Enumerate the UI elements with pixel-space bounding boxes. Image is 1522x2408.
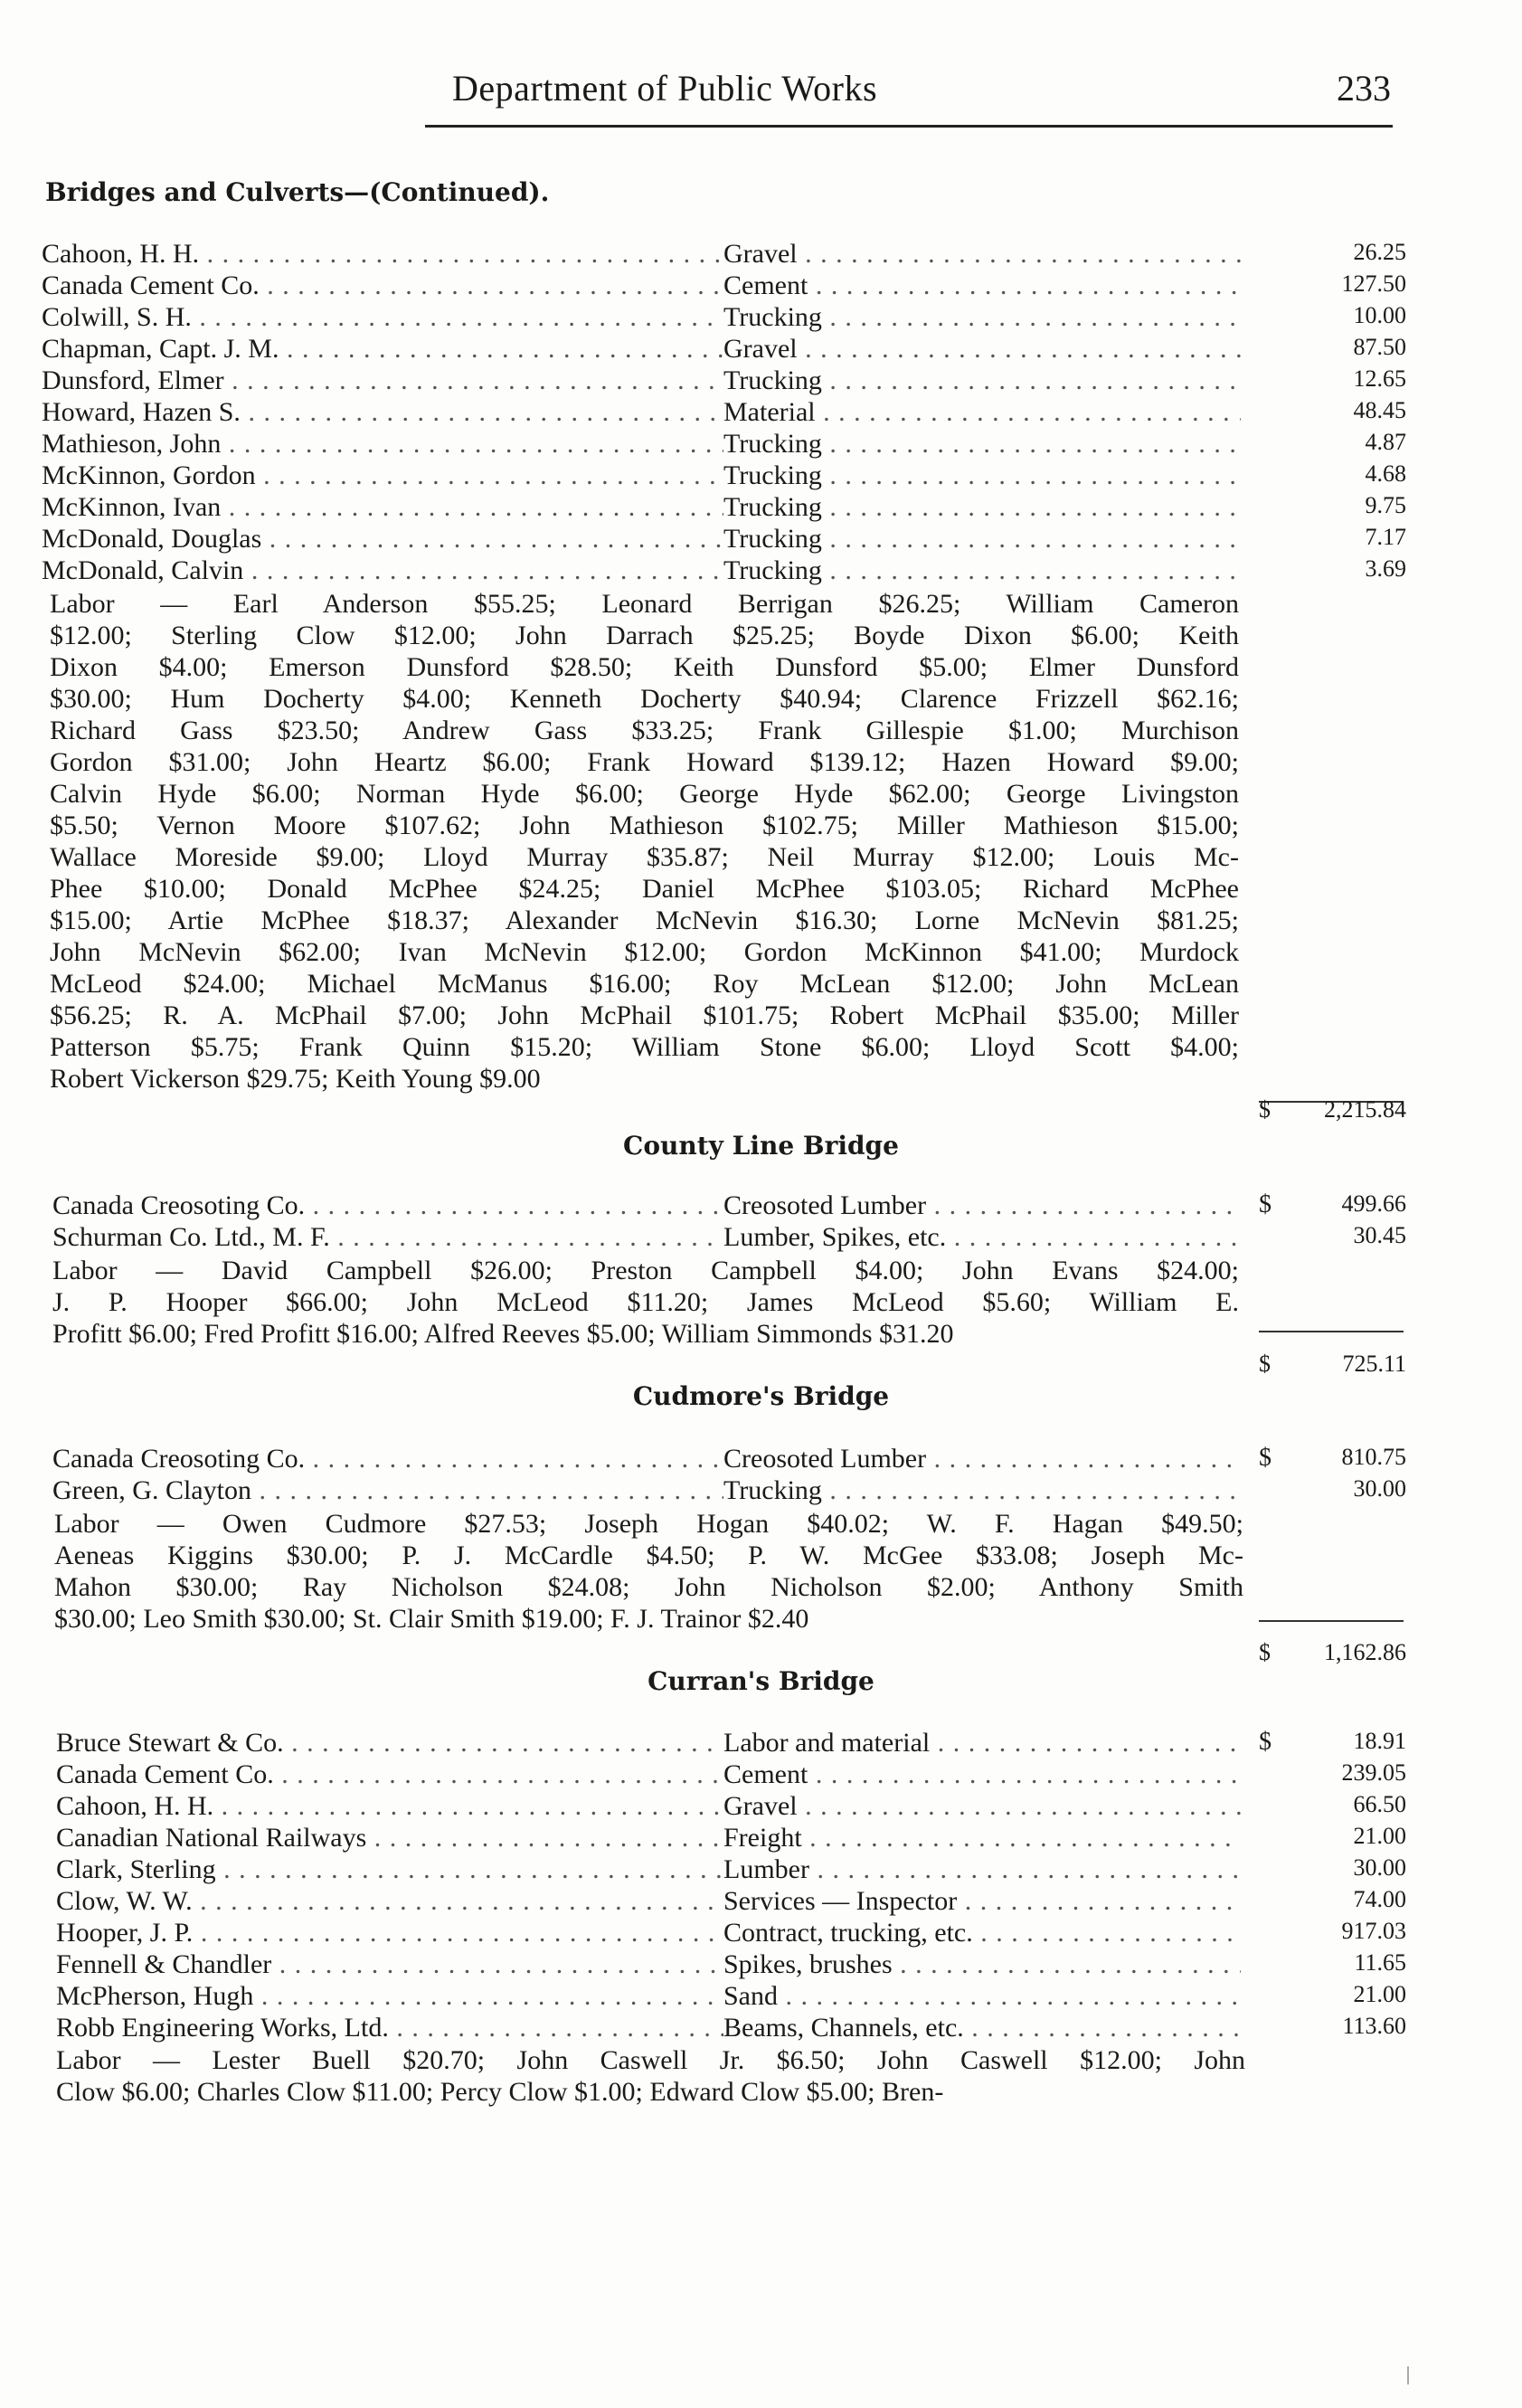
payee-name: Canada Cement Co. . . . bbox=[56, 1759, 723, 1790]
ledger-row bbox=[42, 270, 1406, 302]
total-dollar-sign: $ bbox=[1259, 1351, 1271, 1377]
ledger-row bbox=[56, 1886, 1406, 1918]
payee-name: Clow, W. W. . . . bbox=[56, 1886, 723, 1917]
item-description: Trucking . . . bbox=[723, 555, 1241, 586]
payee-name: Robb Engineering Works, Ltd. . . . bbox=[56, 2013, 723, 2043]
total-amount: 1,162.86 bbox=[1324, 1639, 1406, 1665]
labor-line: $56.25; R. A. McPhail $7.00; John McPhail $101.75; Robert McPhail $35.00; Miller bbox=[50, 1000, 1239, 1030]
payee-name: McKinnon, Ivan . . . bbox=[42, 492, 723, 523]
amount: 113.60 bbox=[1342, 2013, 1406, 2039]
payee-name: Canada Cement Co. . . . bbox=[42, 270, 723, 301]
amount: 917.03 bbox=[1341, 1918, 1406, 1944]
payee-name: Mathieson, John . . . bbox=[42, 429, 723, 460]
payee-name: Canada Creosoting Co. . . . bbox=[52, 1190, 723, 1221]
amount: 3.69 bbox=[1365, 555, 1406, 582]
total-rule bbox=[1259, 1331, 1404, 1332]
labor-line: $30.00; Leo Smith $30.00; St. Clair Smith $19.00; F. J. Trainor $2.40 bbox=[54, 1604, 809, 1634]
ledger-row bbox=[56, 1759, 1406, 1791]
amount: 239.05 bbox=[1341, 1759, 1406, 1786]
ledger-row bbox=[42, 492, 1406, 524]
page-title: Department of Public Works bbox=[452, 68, 878, 109]
labor-line: Patterson $5.75; Frank Quinn $15.20; William Stone $6.00; Lloyd Scott $4.00; bbox=[50, 1032, 1239, 1062]
amount: 30.00 bbox=[1353, 1475, 1406, 1502]
labor-line: $12.00; Sterling Clow $12.00; John Darrach $25.25; Boyde Dixon $6.00; Keith bbox=[50, 621, 1239, 650]
item-description: Creosoted Lumber . . . bbox=[723, 1444, 1241, 1474]
total-amount: 2,215.84 bbox=[1324, 1096, 1406, 1123]
amount: 810.75 bbox=[1341, 1444, 1406, 1470]
section-heading: Curran's Bridge bbox=[648, 1666, 874, 1696]
labor-line: McLeod $24.00; Michael McManus $16.00; Roy McLean $12.00; John McLean bbox=[50, 969, 1239, 999]
amount: 30.45 bbox=[1353, 1222, 1406, 1248]
amount: 4.68 bbox=[1365, 460, 1406, 487]
ledger-row bbox=[56, 1728, 1406, 1759]
item-description: Labor and material . . . bbox=[723, 1728, 1241, 1759]
page-number: 233 bbox=[1337, 68, 1391, 109]
ledger-row bbox=[42, 460, 1406, 492]
total-rule bbox=[1259, 1620, 1404, 1622]
amount: 48.45 bbox=[1353, 397, 1406, 423]
item-description: Gravel . . . bbox=[723, 239, 1241, 270]
labor-line: Aeneas Kiggins $30.00; P. J. McCardle $4.50; P. W. McGee $33.08; Joseph Mc- bbox=[54, 1541, 1243, 1570]
amount: 4.87 bbox=[1365, 429, 1406, 455]
labor-line: Calvin Hyde $6.00; Norman Hyde $6.00; George Hyde $62.00; George Livingston bbox=[50, 779, 1239, 809]
item-description: Gravel . . . bbox=[723, 1791, 1241, 1822]
item-description: Contract, trucking, etc. . . . bbox=[723, 1918, 1241, 1948]
payee-name: Chapman, Capt. J. M. . . . bbox=[42, 334, 723, 365]
ledger-row bbox=[42, 334, 1406, 365]
ledger-row bbox=[52, 1475, 1406, 1507]
total-amount: 725.11 bbox=[1342, 1351, 1406, 1377]
ledger-row bbox=[42, 397, 1406, 429]
item-description: Sand . . . bbox=[723, 1981, 1241, 2012]
amount: 127.50 bbox=[1341, 270, 1406, 297]
amount: 10.00 bbox=[1353, 302, 1406, 328]
section-heading: Cudmore's Bridge bbox=[632, 1381, 890, 1411]
labor-line: Labor — Earl Anderson $55.25; Leonard Berrigan $26.25; William Cameron bbox=[50, 589, 1239, 619]
payee-name: McDonald, Calvin . . . bbox=[42, 555, 723, 586]
labor-line: John McNevin $62.00; Ivan McNevin $12.00; Gordon McKinnon $41.00; Murdock bbox=[50, 937, 1239, 967]
item-description: Trucking . . . bbox=[723, 302, 1241, 333]
labor-line: $15.00; Artie McPhee $18.37; Alexander McNevin $16.30; Lorne McNevin $81.25; bbox=[50, 905, 1239, 935]
item-description: Lumber, Spikes, etc. . . . bbox=[723, 1222, 1241, 1253]
ledger-row bbox=[52, 1222, 1406, 1254]
amount: 30.00 bbox=[1353, 1854, 1406, 1881]
margin-mark bbox=[1407, 2366, 1409, 2384]
dollar-sign: $ bbox=[1259, 1444, 1271, 1472]
labor-line: Gordon $31.00; John Heartz $6.00; Frank Howard $139.12; Hazen Howard $9.00; bbox=[50, 747, 1239, 777]
item-description: Material . . . bbox=[723, 397, 1241, 428]
page-header bbox=[0, 67, 1522, 121]
payee-name: Canada Creosoting Co. . . . bbox=[52, 1444, 723, 1474]
ledger-row bbox=[52, 1444, 1406, 1475]
item-description: Freight . . . bbox=[723, 1823, 1241, 1853]
labor-line: Labor — Owen Cudmore $27.53; Joseph Hogan $40.02; W. F. Hagan $49.50; bbox=[54, 1509, 1243, 1539]
item-description: Trucking . . . bbox=[723, 524, 1241, 555]
payee-name: Hooper, J. P. . . . bbox=[56, 1918, 723, 1948]
ledger-row bbox=[56, 2013, 1406, 2044]
labor-line: $30.00; Hum Docherty $4.00; Kenneth Docherty $40.94; Clarence Frizzell $62.16; bbox=[50, 684, 1239, 714]
item-description: Trucking . . . bbox=[723, 1475, 1241, 1506]
item-description: Trucking . . . bbox=[723, 365, 1241, 396]
labor-line: Labor — David Campbell $26.00; Preston Campbell $4.00; John Evans $24.00; bbox=[52, 1256, 1239, 1285]
ledger-row bbox=[42, 239, 1406, 270]
payee-name: Howard, Hazen S. . . . bbox=[42, 397, 723, 428]
ledger-row bbox=[56, 1918, 1406, 1949]
section-heading: County Line Bridge bbox=[623, 1131, 899, 1161]
labor-line: Clow $6.00; Charles Clow $11.00; Percy Clow $1.00; Edward Clow $5.00; Bren- bbox=[56, 2077, 944, 2107]
ledger-row bbox=[56, 1823, 1406, 1854]
payee-name: Bruce Stewart & Co. . . . bbox=[56, 1728, 723, 1759]
amount: 87.50 bbox=[1353, 334, 1406, 360]
payee-name: Cahoon, H. H. . . . bbox=[56, 1791, 723, 1822]
item-description: Trucking . . . bbox=[723, 492, 1241, 523]
amount: 7.17 bbox=[1365, 524, 1406, 550]
payee-name: Canadian National Railways . . . bbox=[56, 1823, 723, 1853]
section-heading: Bridges and Culverts—(Continued). bbox=[45, 177, 550, 207]
amount: 18.91 bbox=[1353, 1728, 1406, 1754]
header-rule bbox=[425, 125, 1393, 128]
ledger-row bbox=[56, 1854, 1406, 1886]
item-description: Spikes, brushes . . . bbox=[723, 1949, 1241, 1980]
labor-line: Richard Gass $23.50; Andrew Gass $33.25; Frank Gillespie $1.00; Murchison bbox=[50, 716, 1239, 745]
dollar-sign: $ bbox=[1259, 1190, 1271, 1218]
payee-name: Fennell & Chandler . . . bbox=[56, 1949, 723, 1980]
amount: 9.75 bbox=[1365, 492, 1406, 518]
ledger-row bbox=[52, 1190, 1406, 1222]
labor-line: Phee $10.00; Donald McPhee $24.25; Daniel McPhee $103.05; Richard McPhee bbox=[50, 874, 1239, 904]
labor-line: Labor — Lester Buell $20.70; John Caswell Jr. $6.50; John Caswell $12.00; John bbox=[56, 2045, 1245, 2075]
dollar-sign: $ bbox=[1259, 1728, 1271, 1756]
amount: 21.00 bbox=[1353, 1981, 1406, 2007]
amount: 26.25 bbox=[1353, 239, 1406, 265]
item-description: Creosoted Lumber . . . bbox=[723, 1190, 1241, 1221]
ledger-row bbox=[42, 524, 1406, 555]
item-description: Trucking . . . bbox=[723, 429, 1241, 460]
amount: 11.65 bbox=[1354, 1949, 1406, 1976]
payee-name: Cahoon, H. H. . . . bbox=[42, 239, 723, 270]
ledger-row bbox=[42, 365, 1406, 397]
amount: 74.00 bbox=[1353, 1886, 1406, 1912]
amount: 499.66 bbox=[1341, 1190, 1406, 1217]
payee-name: McDonald, Douglas . . . bbox=[42, 524, 723, 555]
labor-line: Robert Vickerson $29.75; Keith Young $9.00 bbox=[50, 1064, 541, 1094]
item-description: Cement . . . bbox=[723, 1759, 1241, 1790]
payee-name: Schurman Co. Ltd., M. F. . . . bbox=[52, 1222, 723, 1253]
payee-name: Dunsford, Elmer . . . bbox=[42, 365, 723, 396]
payee-name: Colwill, S. H. . . . bbox=[42, 302, 723, 333]
labor-line: Profitt $6.00; Fred Profitt $16.00; Alfred Reeves $5.00; William Simmonds $31.20 bbox=[52, 1319, 954, 1349]
payee-name: McPherson, Hugh . . . bbox=[56, 1981, 723, 2012]
item-description: Beams, Channels, etc. . . . bbox=[723, 2013, 1241, 2043]
ledger-row bbox=[42, 302, 1406, 334]
amount: 12.65 bbox=[1353, 365, 1406, 392]
labor-line: $5.50; Vernon Moore $107.62; John Mathieson $102.75; Miller Mathieson $15.00; bbox=[50, 811, 1239, 840]
payee-name: McKinnon, Gordon . . . bbox=[42, 460, 723, 491]
labor-line: Mahon $30.00; Ray Nicholson $24.08; John Nicholson $2.00; Anthony Smith bbox=[54, 1572, 1243, 1602]
ledger-row bbox=[56, 1981, 1406, 2013]
labor-line: Wallace Moreside $9.00; Lloyd Murray $35.87; Neil Murray $12.00; Louis Mc- bbox=[50, 842, 1239, 872]
amount: 21.00 bbox=[1353, 1823, 1406, 1849]
item-description: Trucking . . . bbox=[723, 460, 1241, 491]
ledger-row bbox=[42, 555, 1406, 587]
total-dollar-sign: $ bbox=[1259, 1639, 1271, 1665]
labor-line: J. P. Hooper $66.00; John McLeod $11.20; James McLeod $5.60; William E. bbox=[52, 1287, 1239, 1317]
ledger-row bbox=[42, 429, 1406, 460]
payee-name: Green, G. Clayton . . . bbox=[52, 1475, 723, 1506]
ledger-row bbox=[56, 1949, 1406, 1981]
item-description: Cement . . . bbox=[723, 270, 1241, 301]
payee-name: Clark, Sterling . . . bbox=[56, 1854, 723, 1885]
ledger-row bbox=[56, 1791, 1406, 1823]
item-description: Services — Inspector . . . bbox=[723, 1886, 1241, 1917]
amount: 66.50 bbox=[1353, 1791, 1406, 1817]
item-description: Lumber . . . bbox=[723, 1854, 1241, 1885]
total-dollar-sign: $ bbox=[1259, 1096, 1271, 1123]
item-description: Gravel . . . bbox=[723, 334, 1241, 365]
labor-line: Dixon $4.00; Emerson Dunsford $28.50; Keith Dunsford $5.00; Elmer Dunsford bbox=[50, 652, 1239, 682]
